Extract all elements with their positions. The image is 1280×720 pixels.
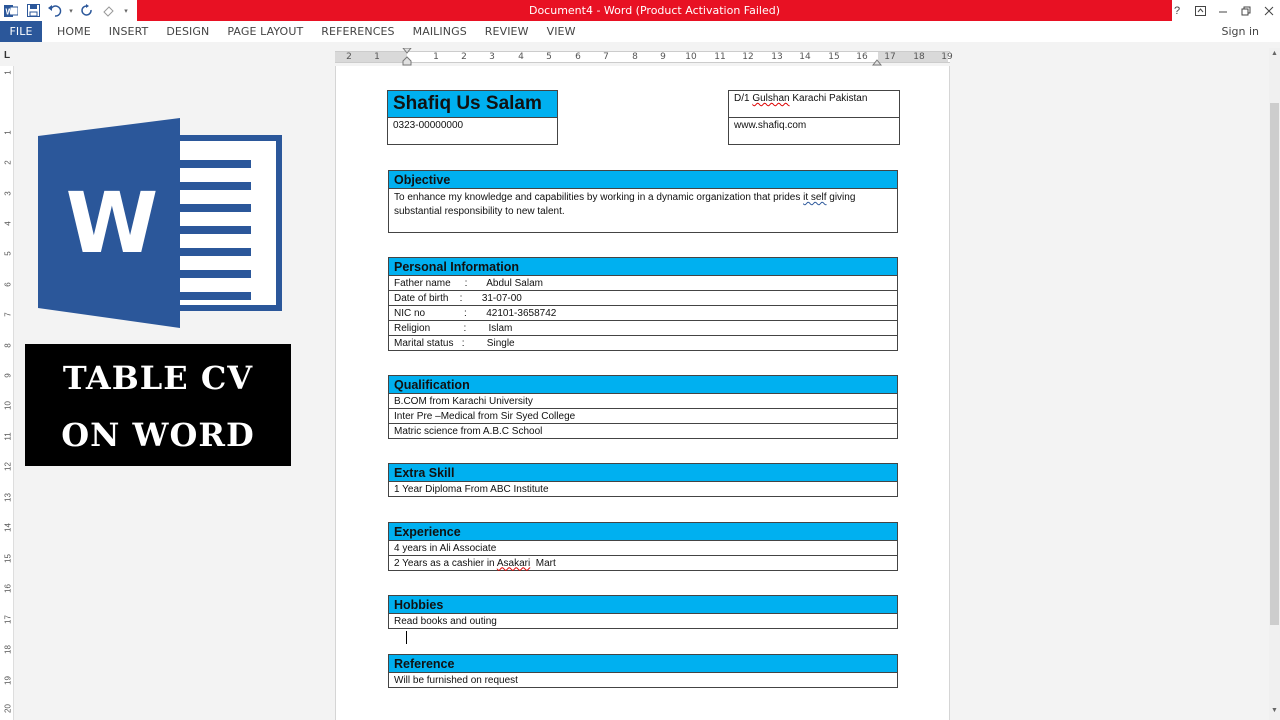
vruler-tick: 1 [3,130,13,135]
cv-name[interactable]: Shafiq Us Salam [388,91,558,118]
reference-row[interactable]: Will be furnished on request [389,673,898,688]
reference-heading[interactable]: Reference [389,655,898,673]
vruler-tick: 18 [3,645,13,654]
objective-flagged-phrase: it self [803,192,827,203]
qualification-table [388,375,898,439]
ribbon-display-icon[interactable] [1189,0,1211,21]
objective-text-start: To enhance my knowledge and capabilities by working in a dynamic organization that prides [394,192,804,203]
tab-page-layout[interactable]: PAGE LAYOUT [227,25,304,38]
vruler-tick: 15 [3,554,13,563]
qualification-row[interactable]: Inter Pre –Medical from Sir Syed College [389,409,898,424]
word-logo-letter: W [65,174,159,272]
cv-phone[interactable]: 0323-00000000 [388,118,558,145]
vruler-tick: 6 [3,282,13,287]
tab-view[interactable]: VIEW [546,25,576,38]
address-suffix: Karachi Pakistan [789,93,868,104]
personal-info-row[interactable]: Father name : Abdul Salam [389,276,898,291]
vruler-tick: 14 [3,523,13,532]
ruler-tick: 19 [941,52,953,62]
format-painter-icon[interactable] [98,0,120,21]
ribbon-tabs [0,21,1280,42]
vruler-tick: 10 [3,401,13,410]
undo-icon[interactable] [44,0,66,21]
contact-table [728,90,900,145]
ruler-bar[interactable] [335,51,953,63]
redo-icon[interactable] [76,0,98,21]
ruler-tick: 15 [828,52,840,62]
indent-marker-icon[interactable] [402,48,412,66]
ruler-tick: 8 [632,52,638,62]
ruler-tick: 3 [489,52,495,62]
ruler-tick: 14 [799,52,811,62]
tab-review[interactable]: REVIEW [484,25,529,38]
undo-dropdown-icon[interactable]: ▾ [69,7,73,15]
vertical-ruler[interactable] [0,66,14,720]
vruler-tick: 8 [3,343,13,348]
cv-website[interactable]: www.shafiq.com [729,118,900,145]
objective-text-end: giving substantial responsibility to new talent. [394,192,856,217]
scroll-down-icon[interactable]: ▼ [1271,707,1278,714]
customize-toolbar-icon[interactable]: ▾ [124,7,128,15]
tab-insert[interactable]: INSERT [108,25,149,38]
experience-heading[interactable]: Experience [389,523,898,541]
hobbies-heading[interactable]: Hobbies [389,596,898,614]
badge-line-1: TABLE CV [62,359,254,397]
badge-line-2: ON WORD [61,416,255,454]
ruler-tick: 18 [913,52,925,62]
ruler-tick: 1 [374,52,380,62]
vruler-tick: 1 [3,70,13,75]
ruler-tick: 17 [884,52,896,62]
title-bar [0,0,1280,21]
vruler-tick: 12 [3,462,13,471]
minimize-icon[interactable] [1212,0,1234,21]
qualification-row[interactable]: B.COM from Karachi University [389,394,898,409]
personal-info-row[interactable]: NIC no : 42101-3658742 [389,306,898,321]
experience-table [388,522,898,571]
reference-table [388,654,898,688]
text-cursor [406,631,407,644]
vruler-tick: 9 [3,373,13,378]
experience-misspelled-word: Asakari [496,557,531,569]
experience-row2-prefix: 2 Years as a cashier in [394,557,497,569]
vruler-tick: 16 [3,584,13,593]
tab-home[interactable]: HOME [57,25,91,38]
tab-references[interactable]: REFERENCES [321,25,395,38]
qualification-row[interactable]: Matric science from A.B.C School [389,424,898,439]
extra-skill-row[interactable]: 1 Year Diploma From ABC Institute [389,482,898,497]
objective-text[interactable] [389,189,898,233]
vruler-tick: 11 [3,432,13,441]
window-controls [1165,0,1280,21]
horizontal-ruler[interactable] [0,48,1270,65]
tab-design[interactable]: DESIGN [166,25,210,38]
personal-info-row[interactable]: Marital status : Single [389,336,898,351]
extra-skill-table [388,463,898,497]
personal-info-heading[interactable]: Personal Information [389,258,898,276]
ruler-tick: 2 [346,52,352,62]
objective-table [388,170,898,233]
word-app-icon[interactable] [0,0,22,21]
ruler-tick: 6 [575,52,581,62]
right-indent-marker-icon[interactable] [872,56,882,66]
tab-mailings[interactable]: MAILINGS [412,25,467,38]
ruler-tick: 13 [771,52,783,62]
close-icon[interactable] [1258,0,1280,21]
ruler-tick: 2 [461,52,467,62]
ruler-tick: 12 [742,52,754,62]
ruler-tick: 7 [603,52,609,62]
table-cv-badge [25,344,291,466]
personal-info-table [388,257,898,351]
tab-selector-icon[interactable]: L [3,50,11,61]
ruler-tick: 11 [714,52,726,62]
quick-access-toolbar [0,0,132,21]
ruler-tick: 1 [433,52,439,62]
vruler-tick: 7 [3,312,13,317]
vruler-tick: 2 [3,160,13,165]
experience-row[interactable] [389,556,898,571]
personal-info-row[interactable]: Religion : Islam [389,321,898,336]
document-page[interactable] [335,66,950,720]
restore-icon[interactable] [1235,0,1257,21]
personal-info-row[interactable]: Date of birth : 31-07-00 [389,291,898,306]
ruler-tick: 9 [660,52,666,62]
help-icon[interactable]: ? [1173,4,1181,17]
ruler-tick: 5 [546,52,552,62]
vruler-tick: 20 [3,704,13,713]
vruler-tick: 4 [3,221,13,226]
window-title: Document4 - Word (Product Activation Failed) [137,0,1172,21]
cv-address[interactable] [729,91,900,118]
scroll-thumb[interactable] [1270,103,1279,625]
vruler-tick: 13 [3,493,13,502]
svg-text:W: W [5,7,14,16]
address-misspelled-word: Gulshan [752,93,790,104]
scroll-up-icon[interactable]: ▲ [1271,50,1278,57]
name-table [387,90,558,145]
hobbies-row[interactable]: Read books and outing [389,614,898,629]
experience-row2-suffix: Mart [530,557,556,569]
sign-in-link[interactable]: Sign in [1221,25,1259,38]
ruler-tick: 16 [856,52,868,62]
experience-row[interactable]: 4 years in Ali Associate [389,541,898,556]
vruler-tick: 3 [3,191,13,196]
word-logo [27,108,289,338]
ruler-tick: 10 [685,52,697,62]
tab-file[interactable]: FILE [0,21,42,42]
address-prefix: D/1 [734,93,753,104]
vruler-tick: 5 [3,251,13,256]
vertical-scrollbar[interactable] [1269,48,1280,720]
vruler-tick: 17 [3,615,13,624]
extra-skill-heading[interactable]: Extra Skill [389,464,898,482]
hobbies-table [388,595,898,629]
save-icon[interactable] [22,0,44,21]
vruler-tick: 19 [3,676,13,685]
objective-heading[interactable]: Objective [389,171,898,189]
qualification-heading[interactable]: Qualification [389,376,898,394]
ruler-tick: 4 [518,52,524,62]
